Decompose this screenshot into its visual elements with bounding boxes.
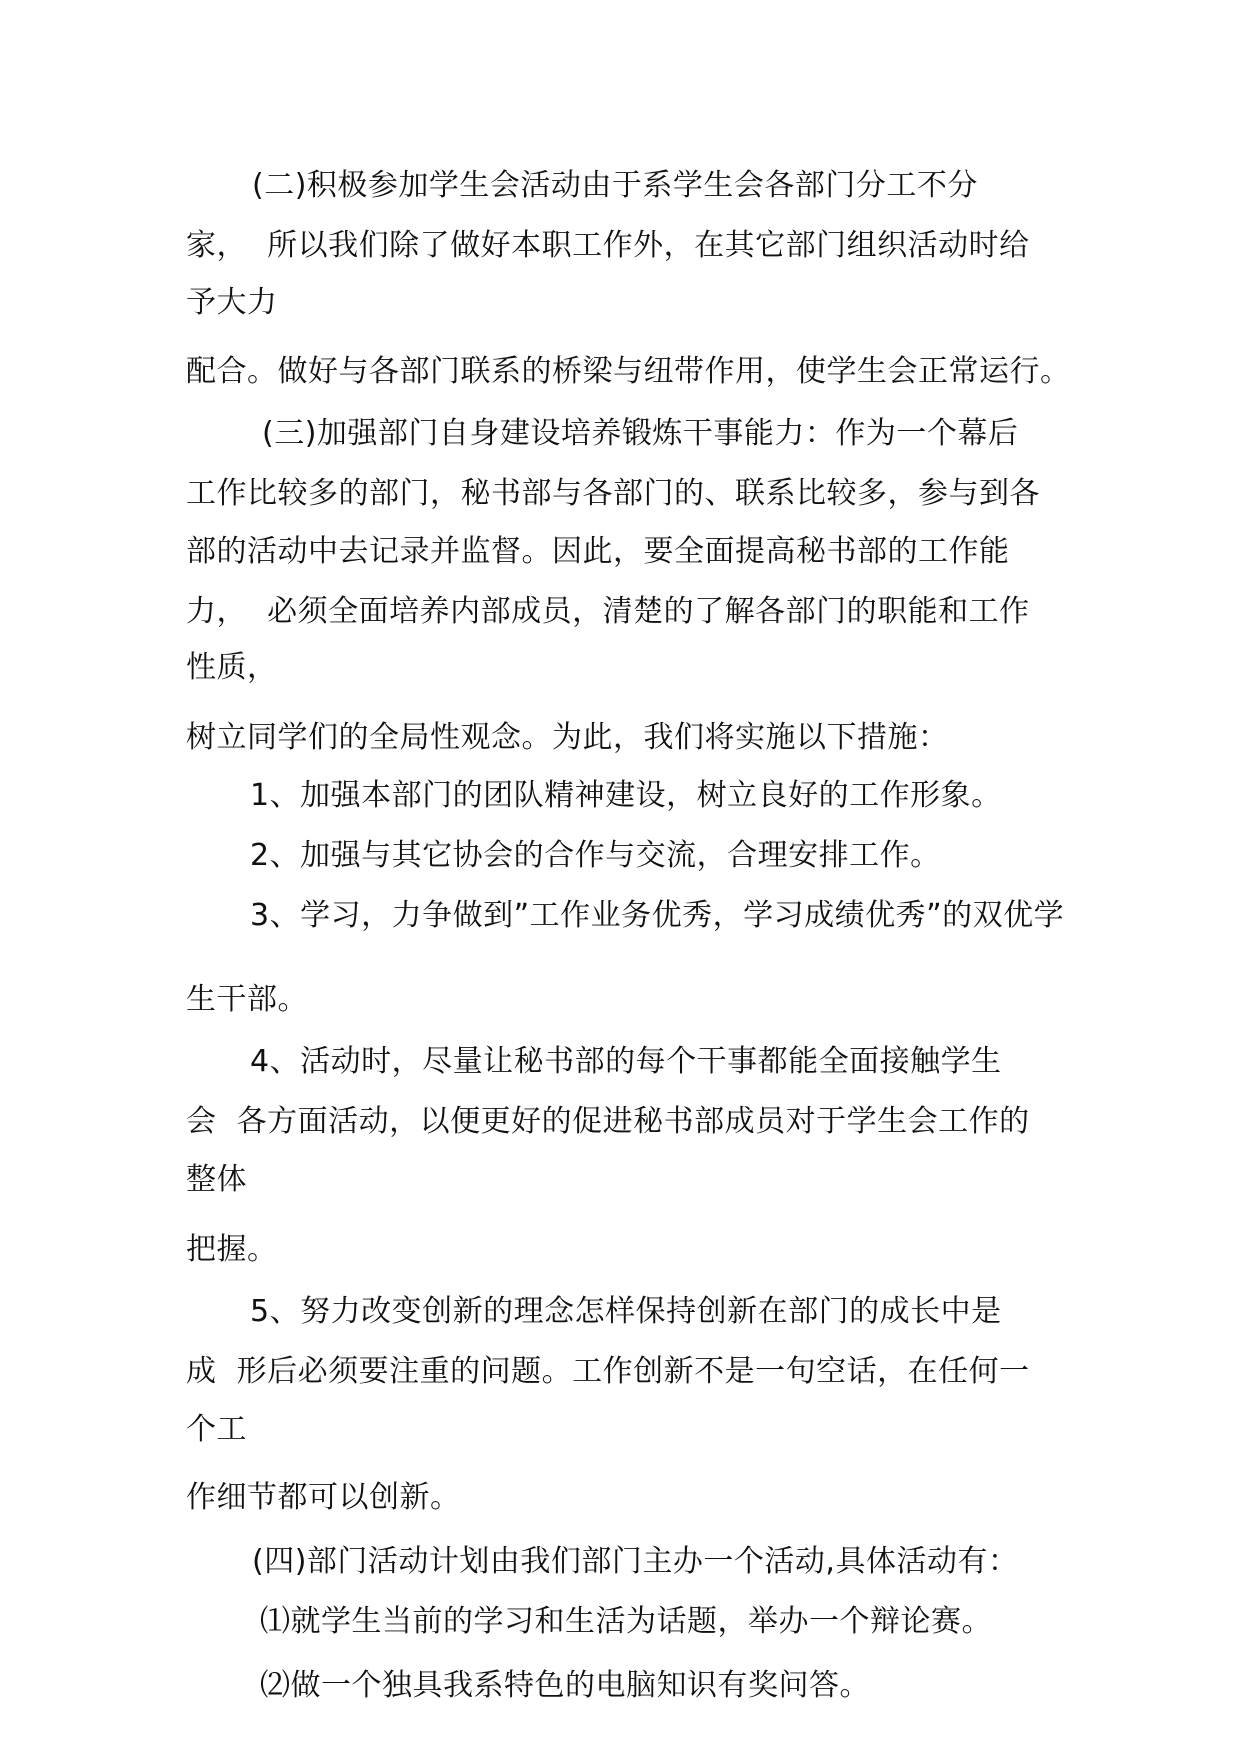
activity-item-1: ⑴就学生当前的学习和生活为话题，举办一个辩论赛。 <box>260 1604 992 1639</box>
measure-item-5-continued: 个工 <box>186 1412 247 1447</box>
measure-item-5-continued: 作细节都可以创新。 <box>186 1480 461 1515</box>
measure-item-2: 2、加强与其它协会的合作与交流，合理安排工作。 <box>250 838 941 873</box>
measure-item-4: 4、活动时，尽量让秘书部的每个干事都能全面接触学生 <box>250 1044 1002 1079</box>
measure-item-1: 1、加强本部门的团队精神建设，树立良好的工作形象。 <box>250 778 1002 813</box>
paragraph-3-heading: (三)加强部门自身建设培养锻炼干事能力：作为一个幕后 <box>262 416 1019 451</box>
paragraph-3-line: 工作比较多的部门，秘书部与各部门的、联系比较多，参与到各 <box>186 476 1040 511</box>
paragraph-3-line: 部的活动中去记录并监督。因此，要全面提高秘书部的工作能 <box>186 534 1010 569</box>
paragraph-3-line: 力， 必须全面培养内部成员，清楚的了解各部门的职能和工作 <box>186 594 1030 629</box>
paragraph-2-line: 家， 所以我们除了做好本职工作外，在其它部门组织活动时给 <box>186 228 1030 263</box>
measure-item-4-continued: 把握。 <box>186 1232 278 1267</box>
paragraph-2-line: 配合。做好与各部门联系的桥梁与纽带作用，使学生会正常运行。 <box>186 354 1071 389</box>
measure-item-4-continued: 整体 <box>186 1162 247 1197</box>
activity-item-2: ⑵做一个独具我系特色的电脑知识有奖问答。 <box>260 1668 870 1703</box>
measure-item-3: 3、学习，力争做到”工作业务优秀，学习成绩优秀”的双优学 <box>250 898 1065 933</box>
paragraph-4-heading: (四)部门活动计划由我们部门主办一个活动,具体活动有： <box>252 1544 1019 1579</box>
paragraph-2-line: 予大力 <box>186 285 278 320</box>
measure-item-4-continued: 会 各方面活动，以便更好的促进秘书部成员对于学生会工作的 <box>186 1104 1030 1139</box>
paragraph-3-line: 性质， <box>186 650 278 685</box>
paragraph-3-line: 树立同学们的全局性观念。为此，我们将实施以下措施： <box>186 720 949 755</box>
measure-item-5: 5、努力改变创新的理念怎样保持创新在部门的成长中是 <box>250 1294 1002 1329</box>
measure-item-3-continued: 生干部。 <box>186 982 308 1017</box>
measure-item-5-continued: 成 形后必须要注重的问题。工作创新不是一句空话，在任何一 <box>186 1354 1030 1389</box>
paragraph-2-heading: (二)积极参加学生会活动由于系学生会各部门分工不分 <box>252 168 978 203</box>
